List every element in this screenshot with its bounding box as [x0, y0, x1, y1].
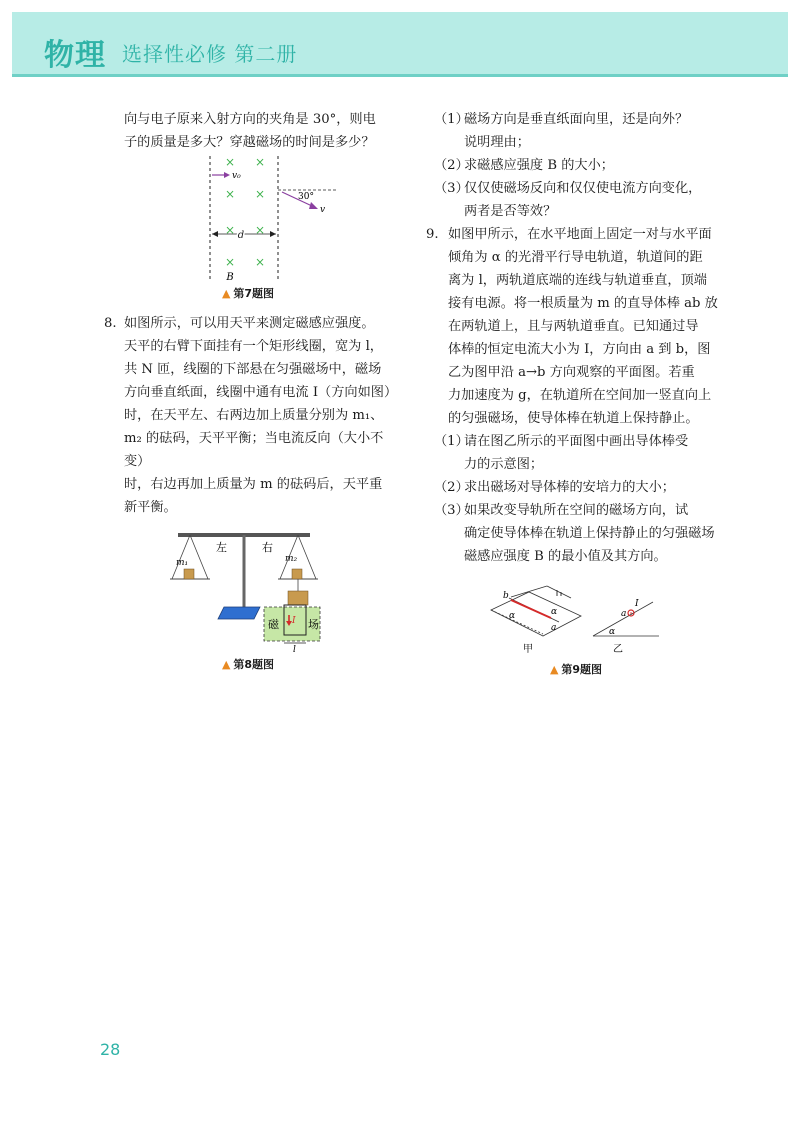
figure-9-caption-text: 第9题图 [561, 663, 603, 676]
question-9-number: 9. [426, 227, 439, 242]
q8-line: 新平衡。 [124, 500, 177, 515]
point-a-label-yi: a [621, 609, 627, 619]
header-rule [12, 74, 788, 77]
figure-jia-label: 甲 [523, 644, 533, 655]
figure-8 [158, 527, 338, 653]
angle-label: 30° [298, 192, 314, 202]
q9-line: 在两轨道上，且与两轨道垂直。已知通过导 [448, 319, 699, 334]
figure-7 [148, 154, 348, 282]
q9-sub-3 [426, 499, 726, 568]
angle-alpha-left: α [509, 611, 516, 621]
q7-sub-2-number: （2） [434, 158, 469, 173]
question-8 [104, 312, 398, 519]
q7-sub-1-number: （1） [434, 112, 469, 127]
q8-line: m₂ 的砝码，天平平衡；当电流反向（大小不变） [124, 431, 384, 469]
q7-continuation-line-1: 向与电子原来入射方向的夹角是 30°，则电 [124, 112, 376, 127]
book-brand: 物理 [44, 38, 106, 73]
q9-sub-1-number: （1） [434, 434, 469, 449]
field-cross: × [254, 155, 266, 169]
q7-continuation-line-2: 子的质量是多大？穿越磁场的时间是多少？ [124, 135, 375, 150]
q8-line: 时，在天平左、右两边加上质量分别为 m₁、 [124, 408, 384, 423]
field-cross: × [254, 187, 266, 201]
width-l-label: l [293, 645, 296, 653]
q7-sub-line: 仅仅使磁场反向和仅仅使电流方向变化， [464, 181, 702, 196]
q7-sub-line: 求磁感应强度 B 的大小； [464, 158, 614, 173]
q9-sub-line: 如果改变导轨所在空间的磁场方向，试 [464, 503, 689, 518]
q9-line: 力加速度为 g，在轨道所在空间加一竖直向上 [448, 388, 712, 403]
q8-line: 时，右边再加上质量为 m 的砝码后，天平重 [124, 477, 383, 492]
q9-sub-line: 确定使导体棒在轨道上保持静止的匀强磁场 [464, 526, 715, 541]
q7-sub-2 [426, 154, 726, 177]
left-column [104, 108, 398, 676]
field-cross: × [224, 155, 236, 169]
caption-triangle-icon: ▲ [549, 663, 559, 676]
q7-sub-3-number: （3） [434, 181, 469, 196]
left-pan-label: 左 [216, 541, 227, 554]
caption-triangle-icon: ▲ [221, 287, 231, 300]
figure-7-caption-text: 第7题图 [233, 287, 275, 300]
q9-sub-line: 请在图乙所示的平面图中画出导体棒受 [464, 434, 689, 449]
q9-line: 倾角为 α 的光滑平行导电轨道，轨道间的距 [448, 250, 703, 265]
current-label-yi: I [635, 599, 639, 609]
field-cross: × [224, 223, 236, 237]
field-label-ci: 磁 [268, 618, 279, 631]
q7-sub-1 [426, 108, 726, 154]
q8-line: 共 N 匝，线圈的下部悬在匀强磁场中，磁场 [124, 362, 382, 377]
q8-line: 如图所示，可以用天平来测定磁感应强度。 [124, 316, 375, 331]
q7-sub-3 [426, 177, 726, 223]
q9-sub-1 [426, 430, 726, 476]
q9-line: 接有电源。将一根质量为 m 的直导体棒 ab 放 [448, 296, 718, 311]
q9-line: 如图甲所示，在水平地面上固定一对与水平面 [448, 227, 712, 242]
figure-yi-label: 乙 [613, 644, 623, 655]
width-d-label: d [237, 230, 245, 241]
right-pan-label: 右 [262, 541, 273, 554]
q7-sub-line: 说明理由； [464, 135, 530, 150]
m1-label: m₁ [176, 558, 189, 568]
q9-line: 体棒的恒定电流大小为 I，方向由 a 到 b，图 [448, 342, 711, 357]
figure-8-caption-text: 第8题图 [233, 658, 275, 671]
q9-line: 乙为图甲沿 a→b 方向观察的平面图。若重 [448, 365, 695, 380]
figure-8-caption [104, 653, 392, 676]
q9-sub-3-number: （3） [434, 503, 469, 518]
q9-line: 离为 l，两轨道底端的连线与轨道垂直，顶端 [448, 273, 707, 288]
q8-line: 天平的右臂下面挂有一个矩形线圈，宽为 l， [124, 339, 383, 354]
q9-sub-line: 磁感应强度 B 的最小值及其方向。 [464, 549, 667, 564]
figure-7-caption [104, 282, 392, 305]
field-cross: × [224, 187, 236, 201]
right-column [426, 108, 726, 681]
v0-label: v₀ [232, 171, 241, 181]
q9-line: 的匀强磁场，使导体棒在轨道上保持静止。 [448, 411, 699, 426]
question-8-number: 8. [104, 316, 117, 331]
q9-sub-2-number: （2） [434, 480, 469, 495]
point-a-label: a [551, 623, 557, 633]
figure-9-caption [426, 658, 726, 681]
m2-label: m₂ [285, 554, 298, 564]
point-b-label: b [503, 591, 509, 601]
q7-sub-line: 两者是否等效？ [464, 204, 557, 219]
angle-alpha-yi: α [609, 627, 616, 637]
q9-sub-2 [426, 476, 726, 499]
q7-sub-line: 磁场方向是垂直纸面向里，还是向外？ [464, 112, 689, 127]
v-label: v [320, 205, 326, 215]
q8-line: 方向垂直纸面，线圈中通有电流 I（方向如图） [124, 385, 398, 400]
q9-sub-line: 力的示意图； [464, 457, 544, 472]
field-label-chang: 场 [308, 618, 319, 631]
caption-triangle-icon: ▲ [221, 658, 231, 671]
page-number: 28 [100, 1040, 121, 1059]
field-cross: × [254, 223, 266, 237]
angle-alpha-right: α [551, 607, 558, 617]
field-cross: × [254, 255, 266, 269]
question-9 [426, 223, 726, 430]
field-b-label: B [226, 272, 234, 282]
figure-9 [481, 584, 671, 658]
q9-sub-line: 求出磁场对导体棒的安培力的大小； [464, 480, 675, 495]
field-cross: × [224, 255, 236, 269]
current-label: I [292, 616, 296, 626]
book-subtitle: 选择性必修 第二册 [122, 42, 298, 66]
